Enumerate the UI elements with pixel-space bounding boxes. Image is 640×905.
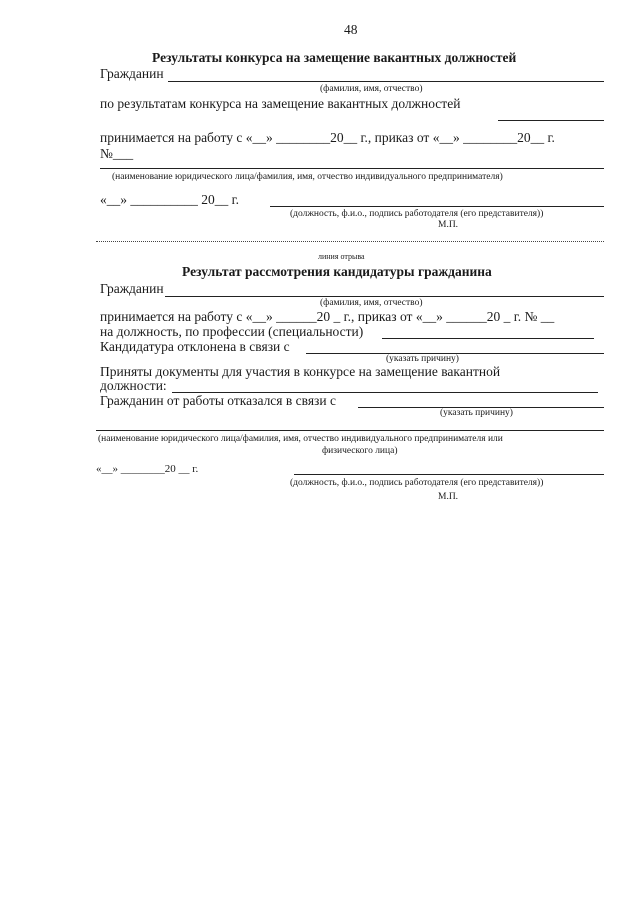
rejected-line: Кандидатура отклонена в связи с	[100, 339, 290, 354]
date-line: «__» __________ 20__ г.	[100, 192, 240, 207]
reason-caption: (указать причину)	[386, 354, 459, 364]
sign-caption-2: (должность, ф.и.о., подпись работодателя (его представителя))	[290, 478, 544, 488]
org-caption: (наименование юридического лица/фамилия, имя, отчество индивидуального предпринимателя)	[112, 172, 503, 182]
citizen-name-line-2	[165, 296, 604, 297]
position-line: на должность, по профессии (специальности)	[100, 324, 364, 339]
sign-caption: (должность, ф.и.о., подпись работодателя (его представителя))	[290, 209, 544, 219]
org-caption-2-line2: физического лица)	[322, 446, 398, 456]
by-results-text: по результатам конкурса на замещение вакантных должностей	[100, 96, 461, 111]
org-name-line	[100, 168, 604, 169]
stamp-label: М.П.	[438, 220, 459, 230]
hired-line: принимается на работу с «__» ________20__ г., приказ от «__» ________20__ г.	[100, 130, 555, 145]
citizen-label-2: Гражданин	[100, 281, 164, 296]
org-caption-2-line1: (наименование юридического лица/фамилия, имя, отчество индивидуального предпринимателя или	[98, 434, 503, 444]
docs-line-2: должности:	[100, 378, 167, 393]
section2-title: Результат рассмотрения кандидатуры гражданина	[182, 264, 492, 279]
hired-line-2: принимается на работу с «__» ______20 _ г., приказ от «__» ______20 _ г. № __	[100, 309, 555, 324]
tear-line-label: линия отрыва	[318, 252, 365, 261]
date-line-2: «__» ________20 __ г.	[96, 463, 199, 475]
refused-line: Гражданин от работы отказался в связи с	[100, 393, 336, 408]
signature-line-2	[294, 474, 604, 475]
stamp-label-2: М.П.	[438, 492, 459, 502]
citizen-label: Гражданин	[100, 66, 164, 81]
section1-title: Результаты конкурса на замещение вакантных должностей	[152, 50, 517, 65]
fio-caption: (фамилия, имя, отчество)	[320, 84, 423, 94]
blank-line	[498, 120, 604, 121]
order-number: №___	[100, 146, 134, 161]
org-name-line-2	[96, 430, 604, 431]
reason-caption-2: (указать причину)	[440, 408, 513, 418]
citizen-name-line	[168, 81, 604, 82]
tear-line	[96, 241, 604, 242]
fio-caption-2: (фамилия, имя, отчество)	[320, 298, 423, 308]
docs-line-1: Приняты документы для участия в конкурсе на замещение вакантной	[100, 364, 501, 379]
position-blank	[382, 338, 594, 339]
signature-line	[270, 206, 604, 207]
page-number: 48	[344, 22, 358, 37]
